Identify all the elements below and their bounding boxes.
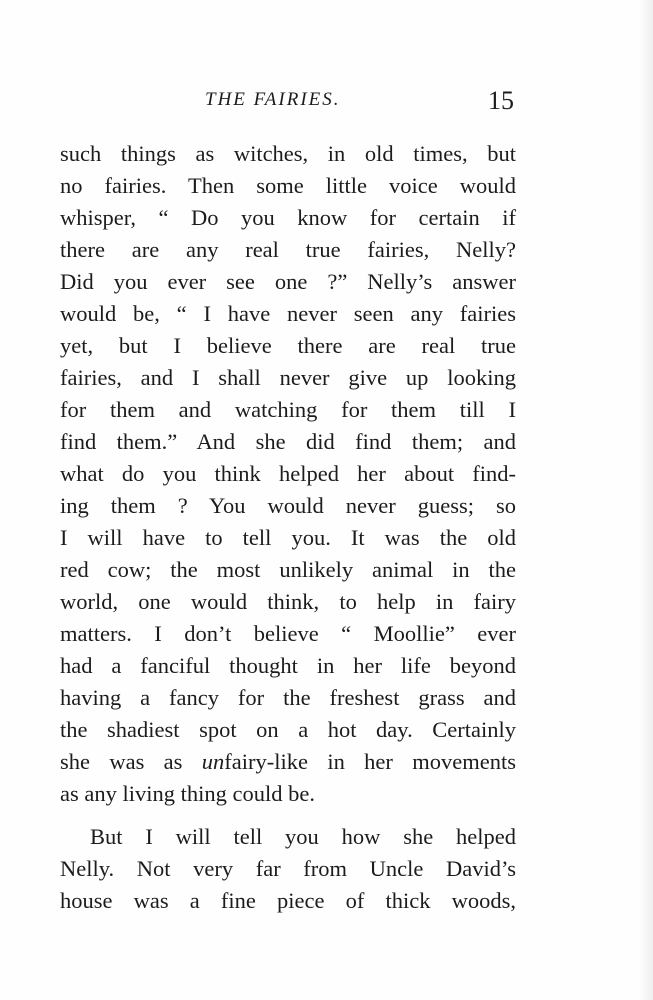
text-line: Did you ever see one ?” Nelly’s answer: [60, 269, 516, 294]
page-header: [60, 86, 516, 120]
text-line: for them and watching for them till I: [60, 397, 516, 422]
text-line: as any living thing could be.: [60, 781, 315, 806]
text-line: world, one would think, to help in fairy: [60, 589, 516, 614]
text-line: no fairies. Then some little voice would: [60, 173, 516, 198]
text-segment: fairy-like in her movements: [224, 749, 516, 774]
text-line: whisper, “ Do you know for certain if: [60, 205, 516, 230]
page-number: 15: [488, 86, 514, 115]
text-line: ing them ? You would never guess; so: [60, 493, 516, 518]
text-line: red cow; the most unlikely animal in the: [60, 557, 516, 582]
italic-emphasis: un: [201, 749, 225, 774]
text-line: Nelly. Not very far from Uncle David’s: [60, 856, 516, 881]
text-line: matters. I don’t believe “ Moollie” ever: [60, 621, 516, 646]
text-line: had a fanciful thought in her life beyond: [60, 653, 516, 678]
text-line: I will have to tell you. It was the old: [60, 525, 516, 550]
text-line: find them.” And she did find them; and: [60, 429, 516, 454]
text-line: what do you think helped her about find-: [60, 461, 516, 486]
paragraph-gap: [60, 810, 516, 821]
page-edge-shadow: [639, 0, 653, 1000]
text-line: there are any real true fairies, Nelly?: [60, 237, 516, 262]
text-line: [60, 746, 516, 778]
text-line: would be, “ I have never seen any fairies: [60, 301, 516, 326]
text-segment: she was as: [60, 749, 202, 774]
paragraph: [60, 821, 516, 917]
text-line: house was a fine piece of thick woods,: [60, 888, 516, 913]
text-line: yet, but I believe there are real true: [60, 333, 516, 358]
text-line: But I will tell you how she helped: [90, 824, 516, 849]
text-line: having a fancy for the freshest grass and: [60, 685, 516, 710]
body-text: [60, 138, 516, 917]
text-line: such things as witches, in old times, but: [60, 141, 516, 166]
running-title: THE FAIRIES.: [205, 89, 341, 110]
text-line: fairies, and I shall never give up looking: [60, 365, 516, 390]
text-line: the shadiest spot on a hot day. Certainly: [60, 717, 516, 742]
paragraph: [60, 138, 516, 810]
